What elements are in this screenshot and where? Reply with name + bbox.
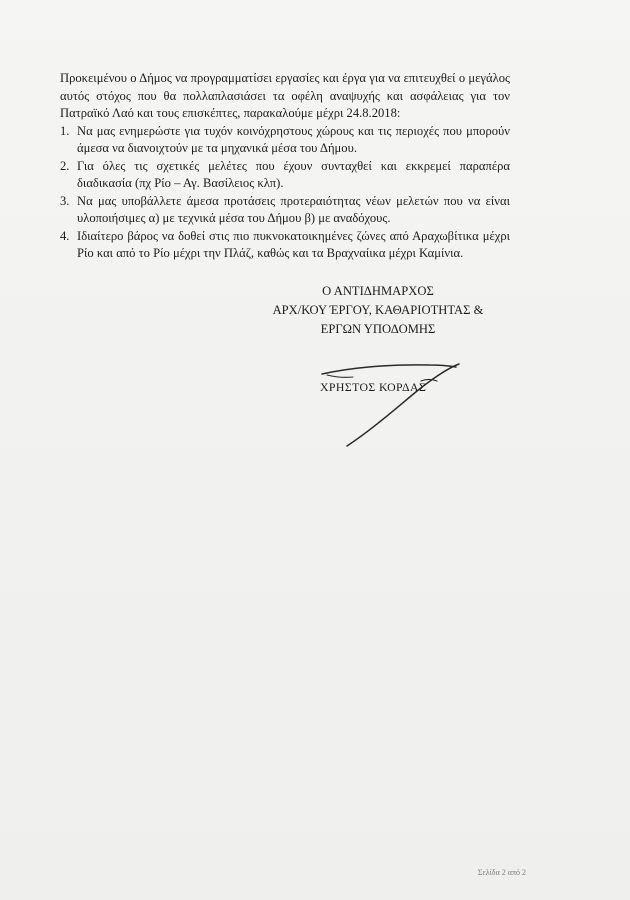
request-number: 2. (60, 158, 70, 173)
letter-body (60, 70, 510, 263)
signer-role-line-1: ΑΡΧ/ΚΟΥ ΈΡΓΟΥ, ΚΑΘΑΡΙΟΤΗΤΑΣ & (272, 303, 484, 317)
request-text: Ιδιαίτερο βάρος να δοθεί στις πιο πυκνοκατοικημένες ζώνες από Αραχωβίτικα μέχρι Ρίο και από το Ρίο μέχρι την Πλάζ, καθώς και τα Βραχναίικα μέχρι Καμίνια. (77, 228, 510, 260)
signer-role-line-2: ΕΡΓΩΝ ΥΠΟΔΟΜΗΣ (320, 322, 436, 336)
request-item (60, 158, 510, 193)
request-list (60, 123, 510, 263)
signer-name: ΧΡΗΣΤΟΣ ΚΟΡΔΑΣ (320, 380, 427, 394)
request-text: Να μας ενημερώστε για τυχόν κοινόχρηστους χώρους και τις περιοχές που μπορούν άμεσα να διανοιχτούν με τα μηχανικά μέσα του Δήμου. (77, 123, 510, 155)
request-number: 3. (60, 193, 70, 208)
intro-paragraph: Προκειμένου ο Δήμος να προγραμματίσει εργασίες και έργα για να επιτευχθεί ο μεγάλος αυτός στόχος που θα πολλαπλασιάσει τα οφέλη αναψυχής και ασφάλειας για τον Πατραϊκό Λαό και τους επισκέπτες, παρακαλούμε μέχρι 24.8.2018: (60, 71, 510, 120)
request-number: 1. (60, 123, 70, 138)
page-number-footer: Σελίδα 2 από 2 (477, 868, 526, 877)
handwritten-signature-area (305, 350, 475, 450)
request-text: Να μας υποβάλλετε άμεσα προτάσεις προτεραιότητας νέων μελετών που να είναι υλοποιήσιμες α) με τεχνικά μέσα του Δήμου β) με αναδόχους. (77, 193, 510, 225)
request-item (60, 123, 510, 158)
signer-title: Ο ΑΝΤΙΔΗΜΑΡΧΟΣ (322, 284, 434, 298)
request-item (60, 193, 510, 228)
request-text: Για όλες τις σχετικές μελέτες που έχουν συνταχθεί και εκκρεμεί παραπέρα διαδικασία (πχ Ρίο – Αγ. Βασίλειος κλπ). (77, 158, 510, 190)
request-item (60, 228, 510, 263)
handwritten-signature (305, 350, 475, 450)
request-number: 4. (60, 228, 70, 243)
signature-block (262, 282, 494, 339)
